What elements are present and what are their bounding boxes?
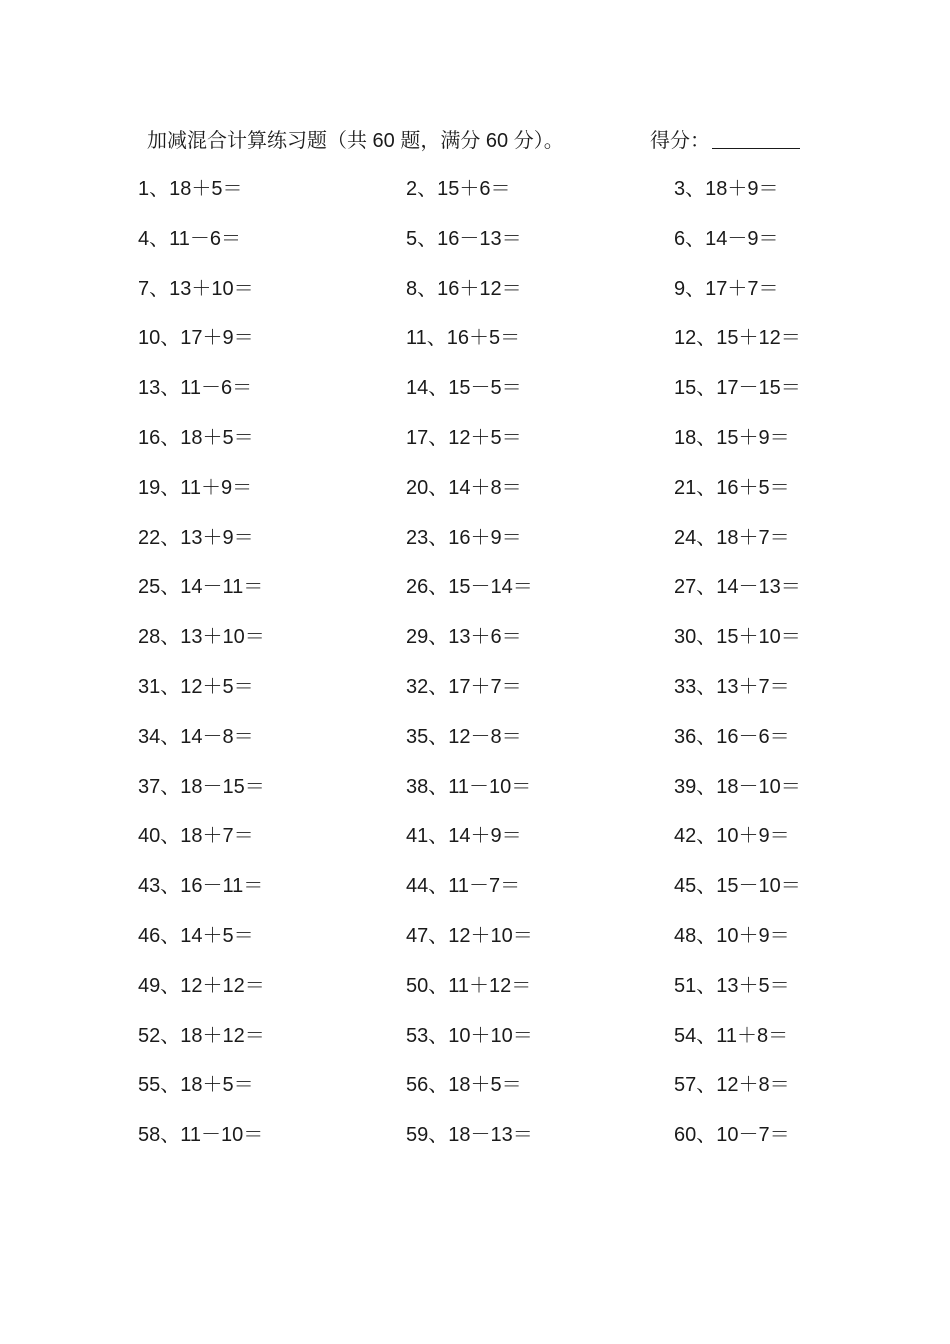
problem-item: 17、12＋5＝ xyxy=(406,426,522,449)
problem-item: 40、18＋7＝ xyxy=(138,825,254,848)
problem-item: 24、18＋7＝ xyxy=(674,526,790,549)
problem-item: 28、13＋10＝ xyxy=(138,626,265,649)
problem-item: 55、18＋5＝ xyxy=(138,1074,254,1097)
problem-item: 19、11＋9＝ xyxy=(138,476,253,499)
problem-item: 33、13＋7＝ xyxy=(674,675,790,698)
problem-item: 48、10＋9＝ xyxy=(674,924,790,947)
problem-item: 56、18＋5＝ xyxy=(406,1074,522,1097)
worksheet-title: 加减混合计算练习题（共 60 题，满分 60 分）。 xyxy=(147,130,564,152)
problem-item: 21、16＋5＝ xyxy=(674,476,790,499)
problem-item: 8、16＋12＝ xyxy=(406,277,522,300)
problem-item: 7、13＋10＝ xyxy=(138,277,254,300)
problem-item: 60、10－7＝ xyxy=(674,1124,790,1147)
problem-item: 37、18－15＝ xyxy=(138,775,265,798)
problem-item: 9、17＋7＝ xyxy=(674,277,779,300)
problem-item: 3、18＋9＝ xyxy=(674,178,779,200)
problem-item: 22、13＋9＝ xyxy=(138,526,254,549)
problem-item: 15、17－15＝ xyxy=(674,377,801,400)
problem-item: 38、11－10＝ xyxy=(406,775,532,798)
score-label: 得分： xyxy=(650,130,710,152)
problem-item: 27、14－13＝ xyxy=(674,576,801,599)
problem-item: 49、12＋12＝ xyxy=(138,974,265,997)
problem-item: 30、15＋10＝ xyxy=(674,626,801,649)
problem-item: 14、15－5＝ xyxy=(406,377,522,400)
problem-item: 52、18＋12＝ xyxy=(138,1024,265,1047)
problem-item: 34、14－8＝ xyxy=(138,725,254,748)
problem-item: 20、14＋8＝ xyxy=(406,476,522,499)
problem-item: 4、11－6＝ xyxy=(138,227,242,250)
problem-item: 59、18－13＝ xyxy=(406,1124,533,1147)
problem-item: 46、14＋5＝ xyxy=(138,924,254,947)
score-blank-line[interactable] xyxy=(712,124,800,149)
problem-item: 26、15－14＝ xyxy=(406,576,533,599)
problem-item: 50、11＋12＝ xyxy=(406,974,532,997)
problem-item: 41、14＋9＝ xyxy=(406,825,522,848)
problem-item: 1、18＋5＝ xyxy=(138,178,243,200)
problem-item: 42、10＋9＝ xyxy=(674,825,790,848)
problem-item: 18、15＋9＝ xyxy=(674,426,790,449)
problem-item: 16、18＋5＝ xyxy=(138,426,254,449)
problem-item: 23、16＋9＝ xyxy=(406,526,522,549)
problem-item: 6、14－9＝ xyxy=(674,227,779,250)
problem-item: 36、16－6＝ xyxy=(674,725,790,748)
problem-item: 13、11－6＝ xyxy=(138,377,253,400)
score-field xyxy=(650,124,800,158)
problem-item: 35、12－8＝ xyxy=(406,725,522,748)
problem-item: 39、18－10＝ xyxy=(674,775,801,798)
problem-item: 2、15＋6＝ xyxy=(406,178,511,200)
problem-item: 43、16－11＝ xyxy=(138,875,264,898)
problem-item: 45、15－10＝ xyxy=(674,875,801,898)
worksheet-header xyxy=(147,124,817,158)
problem-item: 53、10＋10＝ xyxy=(406,1024,533,1047)
problem-item: 32、17＋7＝ xyxy=(406,675,522,698)
problem-item: 31、12＋5＝ xyxy=(138,675,254,698)
problem-item: 10、17＋9＝ xyxy=(138,327,254,350)
problem-item: 25、14－11＝ xyxy=(138,576,264,599)
problem-item: 58、11－10＝ xyxy=(138,1124,264,1147)
problem-item: 29、13＋6＝ xyxy=(406,626,522,649)
problem-item: 11、16＋5＝ xyxy=(406,327,521,350)
problem-item: 51、13＋5＝ xyxy=(674,974,790,997)
problem-item: 54、11＋8＝ xyxy=(674,1024,789,1047)
problem-item: 47、12＋10＝ xyxy=(406,924,533,947)
problem-item: 5、16－13＝ xyxy=(406,227,522,250)
problem-item: 57、12＋8＝ xyxy=(674,1074,790,1097)
problem-item: 12、15＋12＝ xyxy=(674,327,801,350)
problem-item: 44、11－7＝ xyxy=(406,875,521,898)
